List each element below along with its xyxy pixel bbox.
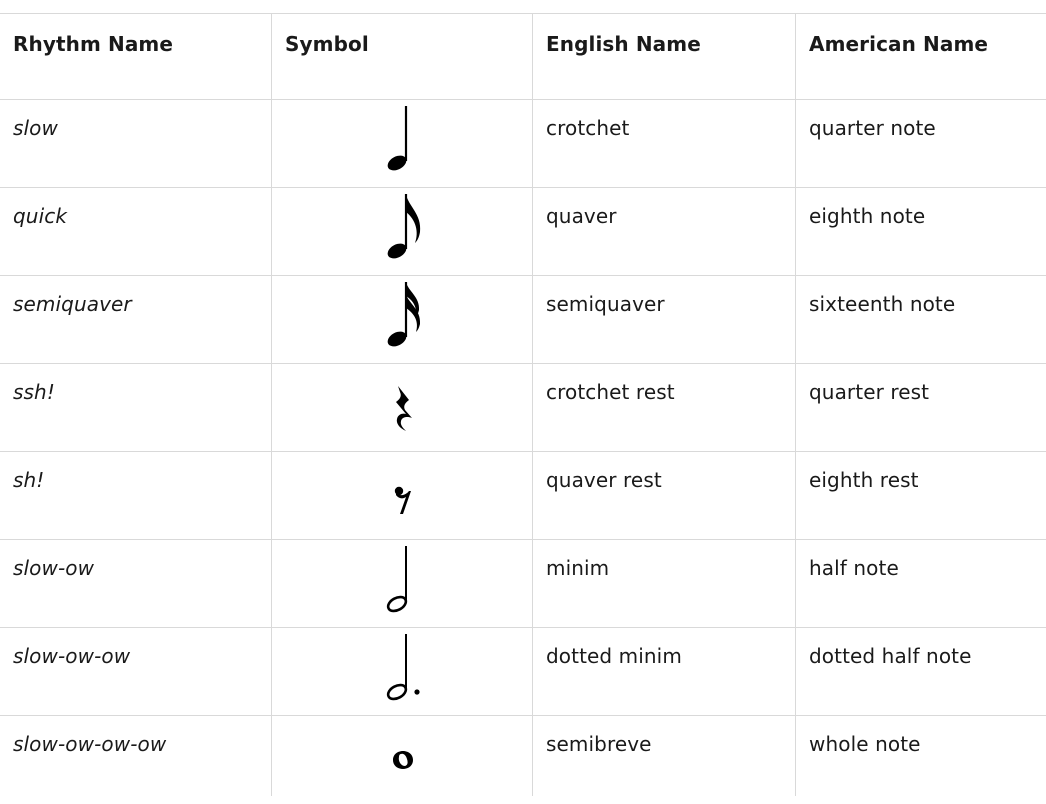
english-cell [533,188,796,275]
english-cell [533,276,796,363]
symbol-cell [272,364,533,451]
american-cell [796,628,1046,715]
american-name: eighth rest [809,468,919,492]
american-name: half note [809,556,899,580]
symbol-cell [272,188,533,275]
table-row [0,628,1046,716]
rhythm-name: semiquaver [13,292,132,316]
american-cell [796,188,1046,275]
english-name: quaver [546,204,617,228]
american-name: quarter note [809,116,936,140]
symbol-cell [272,628,533,715]
american-cell [796,276,1046,363]
english-name: crotchet rest [546,380,675,404]
rhythm-name: ssh! [13,380,55,404]
table-row [0,188,1046,276]
table-header-row [0,13,1046,100]
rhythm-cell [0,276,272,363]
english-cell [533,364,796,451]
header-cell-american-name [796,14,1046,99]
header-cell-english-name [533,14,796,99]
rhythm-name: quick [13,204,68,228]
header-rhythm-name: Rhythm Name [13,32,174,56]
american-name: eighth note [809,204,926,228]
english-name: semiquaver [546,292,665,316]
english-cell [533,540,796,627]
table-row [0,364,1046,452]
quaver-rest-icon [272,452,533,540]
rhythm-table [0,13,1046,796]
header-american-name: American Name [809,32,989,56]
crotchet-rest-icon [272,364,533,452]
quaver-icon [272,188,533,276]
rhythm-name: slow-ow-ow [13,644,131,668]
english-name: quaver rest [546,468,662,492]
rhythm-name: slow-ow-ow-ow [13,732,167,756]
english-name: minim [546,556,610,580]
english-name: dotted minim [546,644,682,668]
american-cell [796,364,1046,451]
symbol-cell [272,716,533,796]
symbol-cell [272,100,533,187]
rhythm-cell [0,364,272,451]
rhythm-cell [0,628,272,715]
american-name: quarter rest [809,380,930,404]
rhythm-cell [0,452,272,539]
rhythm-cell [0,188,272,275]
semiquaver-icon [272,276,533,364]
english-cell [533,628,796,715]
header-cell-rhythm-name [0,14,272,99]
header-english-name: English Name [546,32,701,56]
symbol-cell [272,452,533,539]
american-name: sixteenth note [809,292,956,316]
rhythm-cell [0,540,272,627]
header-symbol: Symbol [285,32,369,56]
table-row [0,100,1046,188]
dotted-minim-icon [272,628,533,716]
rhythm-cell [0,100,272,187]
rhythm-cell [0,716,272,796]
english-cell [533,100,796,187]
semibreve-icon [272,716,533,804]
american-cell [796,100,1046,187]
table-row [0,276,1046,364]
table-row [0,540,1046,628]
rhythm-name: slow-ow [13,556,95,580]
american-name: whole note [809,732,921,756]
table-row [0,716,1046,796]
american-cell [796,716,1046,796]
rhythm-name: slow [13,116,58,140]
american-name: dotted half note [809,644,972,668]
rhythm-name: sh! [13,468,45,492]
english-name: semibreve [546,732,652,756]
header-cell-symbol [272,14,533,99]
american-cell [796,540,1046,627]
table-row [0,452,1046,540]
minim-icon [272,540,533,628]
american-cell [796,452,1046,539]
symbol-cell [272,540,533,627]
english-name: crotchet [546,116,630,140]
symbol-cell [272,276,533,363]
crotchet-icon [272,100,533,188]
english-cell [533,716,796,796]
english-cell [533,452,796,539]
